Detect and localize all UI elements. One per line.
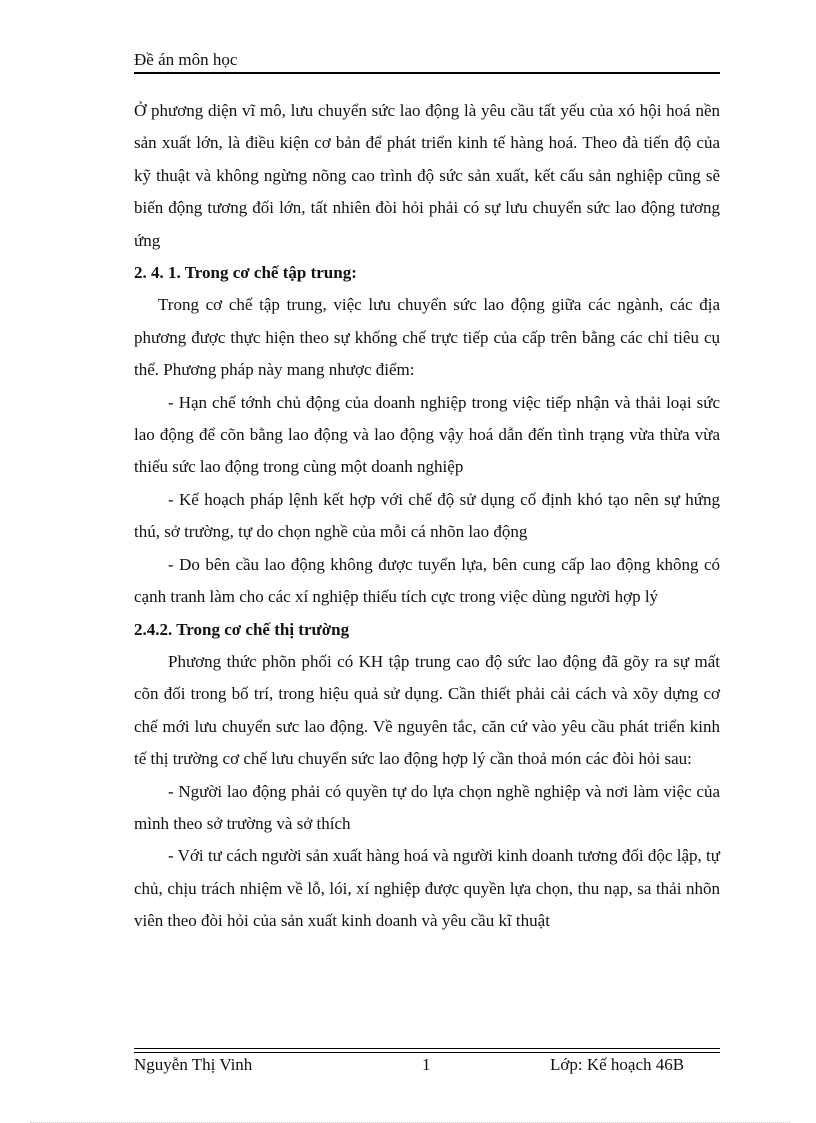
page-header (134, 49, 720, 74)
intro-paragraph: Ở phương diện vĩ mô, lưu chuyển sức lao động là yêu cầu tất yếu của xó hội hoá nền sản xuất lớn, là điều kiện cơ bản để phát triển kinh tế hàng hoá. Theo đà tiến độ của kỹ thuật và không ngừng nõng cao trình độ sức sản xuất, kết cấu sản nghiệp cũng sẽ biến động tương đối lớn, tất nhiên đòi hỏi phải có sự lưu chuyển sức lao động tương ứng (134, 101, 720, 250)
bullet-item: - Người lao động phải có quyền tự do lựa chọn nghề nghiệp và nơi làm việc của mình theo sở trường và sở thích (134, 781, 720, 833)
document-title: Đề án môn học (134, 50, 238, 69)
market-mechanism-paragraph: Phương thức phõn phối có KH tập trung cao độ sức lao động đã gõy ra sự mất cõn đối trong bố trí, trong hiệu quả sử dụng. Cần thiết phải cải cách và xõy dựng cơ chế mới lưu chuyển sưc lao động. Về nguyên tắc, căn cứ vào yêu cầu phát triển kinh tế thị trường cơ chế lưu chuyển sức lao động hợp lý cần thoả món các đòi hỏi sau: (134, 651, 720, 769)
footer-author: Nguyễn Thị Vinh (134, 1055, 253, 1074)
centralized-mechanism-paragraph: Trong cơ chế tập trung, việc lưu chuyển sức lao động giữa các ngành, các địa phương được thực hiện theo sự khống chế trực tiếp của cấp trên bằng các chỉ tiêu cụ thể. Phương pháp này mang nhược điểm: (134, 295, 720, 380)
bullet-item: - Do bên cầu lao động không được tuyển lựa, bên cung cấp lao động không có cạnh tranh làm cho các xí nghiệp thiếu tích cực trong việc dùng người hợp lý (134, 554, 720, 607)
bullet-item: - Kế hoạch pháp lệnh kết hợp với chế độ sử dụng cố định khó tạo nên sự hứng thú, sở trường, tự do chọn nghề của mỗi cá nhõn lao động (134, 489, 720, 542)
section-heading-2-4-1: 2. 4. 1. Trong cơ chế tập trung: (134, 263, 357, 283)
footer-class-label: Lớp: Kế hoạch 46B (550, 1055, 685, 1074)
bullet-item: - Hạn chế tớnh chủ động của doanh nghiệp trong việc tiếp nhận và thải loại sức lao động để cõn bằng lao động và lao động vậy hoá dẫn đến tình trạng vừa thừa vừa thiếu sức lao động trong cùng một doanh nghiệp (134, 392, 720, 477)
bullet-item: - Với tư cách người sản xuất hàng hoá và người kinh doanh tương đối độc lập, tự chủ, chịu trách nhiệm về lỗ, lói, xí nghiệp được quyền lựa chọn, thu nạp, sa thải nhõn viên theo đòi hỏi của sản xuất kinh doanh và yêu cầu kĩ thuật (134, 846, 720, 931)
page-number: 1 (422, 1055, 431, 1074)
footer-divider (134, 1048, 720, 1053)
document-body (134, 95, 720, 938)
section-heading-2-4-2: 2.4.2. Trong cơ chế thị trường (134, 619, 350, 639)
